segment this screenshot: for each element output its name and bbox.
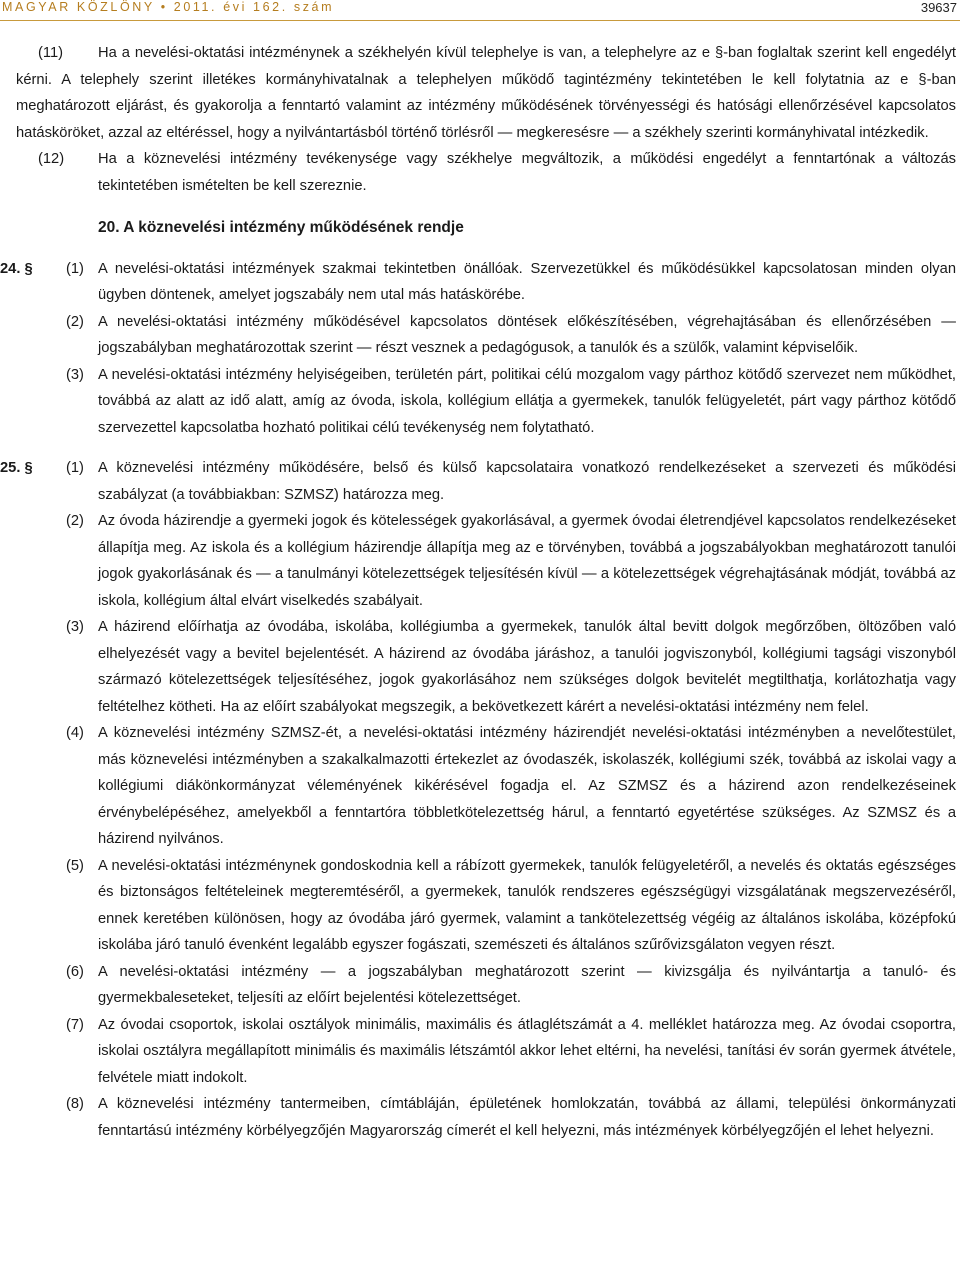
item-number: (8) bbox=[66, 1096, 84, 1112]
item-text: A köznevelési intézmény SZMSZ-ét, a nevelési-oktatási intézmény házirendjét nevelési-oktatási intézményben a nevelőtestület, más köznevelési intézményben a szakalkalmazotti értekezlet az óvodaszék, iskolaszék, kollégiumi szék, továbbá az iskolai vagy a kollégiumi diákönkormányzat véleményének kikérésével fogadja el. Az SZMSZ és a házirend azon rendelkezéseinek érvénybelépéséhez, amelyekből a fenntartóra többletkötelezettség hárul, a fenntartó egyetértése szükséges. Az SZMSZ és a házirend nyilvános. bbox=[98, 725, 956, 847]
document-body bbox=[0, 40, 956, 1144]
running-header bbox=[0, 0, 960, 21]
issue-label: • 2011. évi 162. szám bbox=[160, 0, 335, 14]
section-24 bbox=[0, 256, 956, 442]
item-text: A nevelési-oktatási intézmények szakmai tekintetben önállóak. Szervezetükkel és működésükkel kapcsolatosan minden olyan ügyben döntenek, amelyet jogszabály nem utal más hatáskörébe. bbox=[98, 260, 956, 303]
item-number: (4) bbox=[66, 725, 84, 741]
item-number: (3) bbox=[66, 619, 84, 635]
section-title: 20. A köznevelési intézmény működésének rendje bbox=[98, 219, 464, 236]
item-text: A nevelési-oktatási intézmény működésével kapcsolatos döntések előkészítésében, végrehajtásában és ellenőrzésében — jogszabályban meghatározottak szerint — részt vesznek a pedagógusok, a tanulók és a szülők, valamint képviselőik. bbox=[98, 313, 956, 356]
section-25-item-4 bbox=[16, 720, 956, 853]
item-number: (1) bbox=[66, 260, 84, 277]
paragraph-11 bbox=[16, 40, 956, 146]
item-text: A nevelési-oktatási intézmény helyiségeiben, területén párt, politikai célú mozgalom vagy párthoz kötődő szervezet nem működhet, továbbá az alatt az idő alatt, amíg az óvoda, iskola, kollégium ellátja a gyermekek, tanulók felügyeletét, párt vagy párthoz kötődő szervezettel kapcsolatba hozható politikai célú tevékenység nem folytatható. bbox=[98, 366, 956, 436]
section-label: 25. § bbox=[0, 460, 33, 476]
section-25-item-8 bbox=[16, 1091, 956, 1144]
section-25-item-7 bbox=[16, 1012, 956, 1092]
item-text: Az óvoda házirendje a gyermeki jogok és kötelességek gyakorlásával, a gyermek óvodai életrendjével kapcsolatos rendelkezéseket állapítja meg. Az iskola és a kollégium házirendje állapítja meg az e törvényben, továbbá a jogszabályokban meghatározott tanulói jogok gyakorlásának és — a tanulmányi kötelezettségek teljesítésén kívül — a kötelezettségek végrehajtásának módját, továbbá az iskola, kollégium által elvárt viselkedés szabályait. bbox=[98, 513, 956, 609]
section-25-item-5 bbox=[16, 853, 956, 959]
page-number: 39637 bbox=[920, 0, 957, 15]
section-24-item-2 bbox=[16, 309, 956, 362]
item-number: (1) bbox=[66, 460, 84, 476]
item-text: A házirend előírhatja az óvodába, iskolába, kollégiumba a gyermekek, tanulók által bevitt dolgok megőrzőben, öltözőben való elhelyezését vagy a bevitel bejelentését. A házirend az óvodába járáshoz, a tanulói jogviszonyból, kollégiumi tagsági viszonyból származó kötelezettségek teljesítéséhez, jogok gyakorlásához nem szükséges dolgok bevitelét megtilthatja, korlátozhatja vagy feltételhez kötheti. Ha az előírt szabályokat megszegik, a bekövetkezett kárért a nevelési-oktatási intézmény nem felel. bbox=[98, 619, 956, 715]
item-text: A nevelési-oktatási intézmény — a jogszabályban meghatározott szerint — kivizsgálja és nyilvántartja a tanuló- és gyermekbaleseteket, teljesíti az előírt bejelentési kötelezettséget. bbox=[98, 963, 956, 1006]
section-25-item-1 bbox=[0, 455, 956, 508]
item-text: A köznevelési intézmény tantermeiben, címtábláján, épületének homlokzatán, továbbá az állami, települési önkormányzati fenntartású intézmény körbélyegzőjén Magyarország címerét el kell helyezni, más intézmények körbélyegzőjén el lehet helyezni. bbox=[98, 1096, 956, 1139]
item-number: (3) bbox=[66, 366, 84, 383]
item-number: (7) bbox=[66, 1016, 84, 1033]
paragraph-number: (12) bbox=[38, 151, 65, 167]
item-text: Az óvodai csoportok, iskolai osztályok minimális, maximális és átlaglétszámát a 4. melléklet határozza meg. Az óvodai csoportra, iskolai osztályra megállapított minimális és maximális létszámtól akkor lehet eltérni, ha nevelési, tanítási év során gyermek átvétele, felvétele miatt indokolt. bbox=[98, 1016, 956, 1086]
section-label: 24. § bbox=[0, 260, 33, 277]
section-25-item-3 bbox=[16, 614, 956, 720]
item-number: (6) bbox=[66, 963, 84, 980]
paragraph-12 bbox=[16, 146, 956, 199]
section-25-item-6 bbox=[16, 959, 956, 1012]
publication-title: MAGYAR KÖZLÖNY • 2011. évi 162. szám bbox=[2, 0, 335, 14]
item-text: A köznevelési intézmény működésére, belső és külső kapcsolataira vonatkozó rendelkezéseket a szervezeti és működési szabályzat (a továbbiakban: SZMSZ) határozza meg. bbox=[98, 460, 956, 503]
item-text: A nevelési-oktatási intézménynek gondoskodnia kell a rábízott gyermekek, tanulók felügyeletéről, a nevelés és oktatás egészséges és biztonságos feltételeinek megteremtéséről, a gyermekek, tanulók rendszeres egészségügyi vizsgálatának megszervezéséről, ennek keretében különösen, hogy az óvodába járó gyermek, valamint a tankötelezettség végéig az általános iskolába, középfokú iskolába járó tanuló évenként legalább egyszer fogászati, szemészeti és általános szűrővizsgálaton vegyen részt. bbox=[98, 857, 956, 953]
paragraph-text: Ha a köznevelési intézmény tevékenysége vagy székhelye megváltozik, a működési engedélyt a fenntartónak a változás tekintetében ismételten be kell szereznie. bbox=[98, 151, 956, 194]
section-25 bbox=[0, 455, 956, 1144]
section-24-item-1 bbox=[0, 256, 956, 309]
paragraph-number: (11) bbox=[38, 45, 64, 61]
section-24-item-3 bbox=[16, 362, 956, 442]
paragraph-text: Ha a nevelési-oktatási intézménynek a székhelyén kívül telephelye is van, a telephelyre az e §-ban foglaltak szerint kell engedélyt kérni. A telephely szerint illetékes kormányhivatalnak a telephelyen működő tagintézmény tekintetében le kell folytatnia az e §-ban meghatározott eljárást, és gyakorolja a fenntartó valamint az intézmény működésének törvényességi és hatósági ellenőrzésével kapcsolatos hatásköröket, azzal az eltéréssel, hogy a nyilvántartásból történő törlésről — megkeresésre — a székhely szerinti kormányhivatal intézkedik. bbox=[16, 45, 956, 141]
item-number: (5) bbox=[66, 857, 84, 874]
item-number: (2) bbox=[66, 513, 84, 529]
section-25-item-2 bbox=[16, 508, 956, 614]
item-number: (2) bbox=[66, 313, 84, 330]
